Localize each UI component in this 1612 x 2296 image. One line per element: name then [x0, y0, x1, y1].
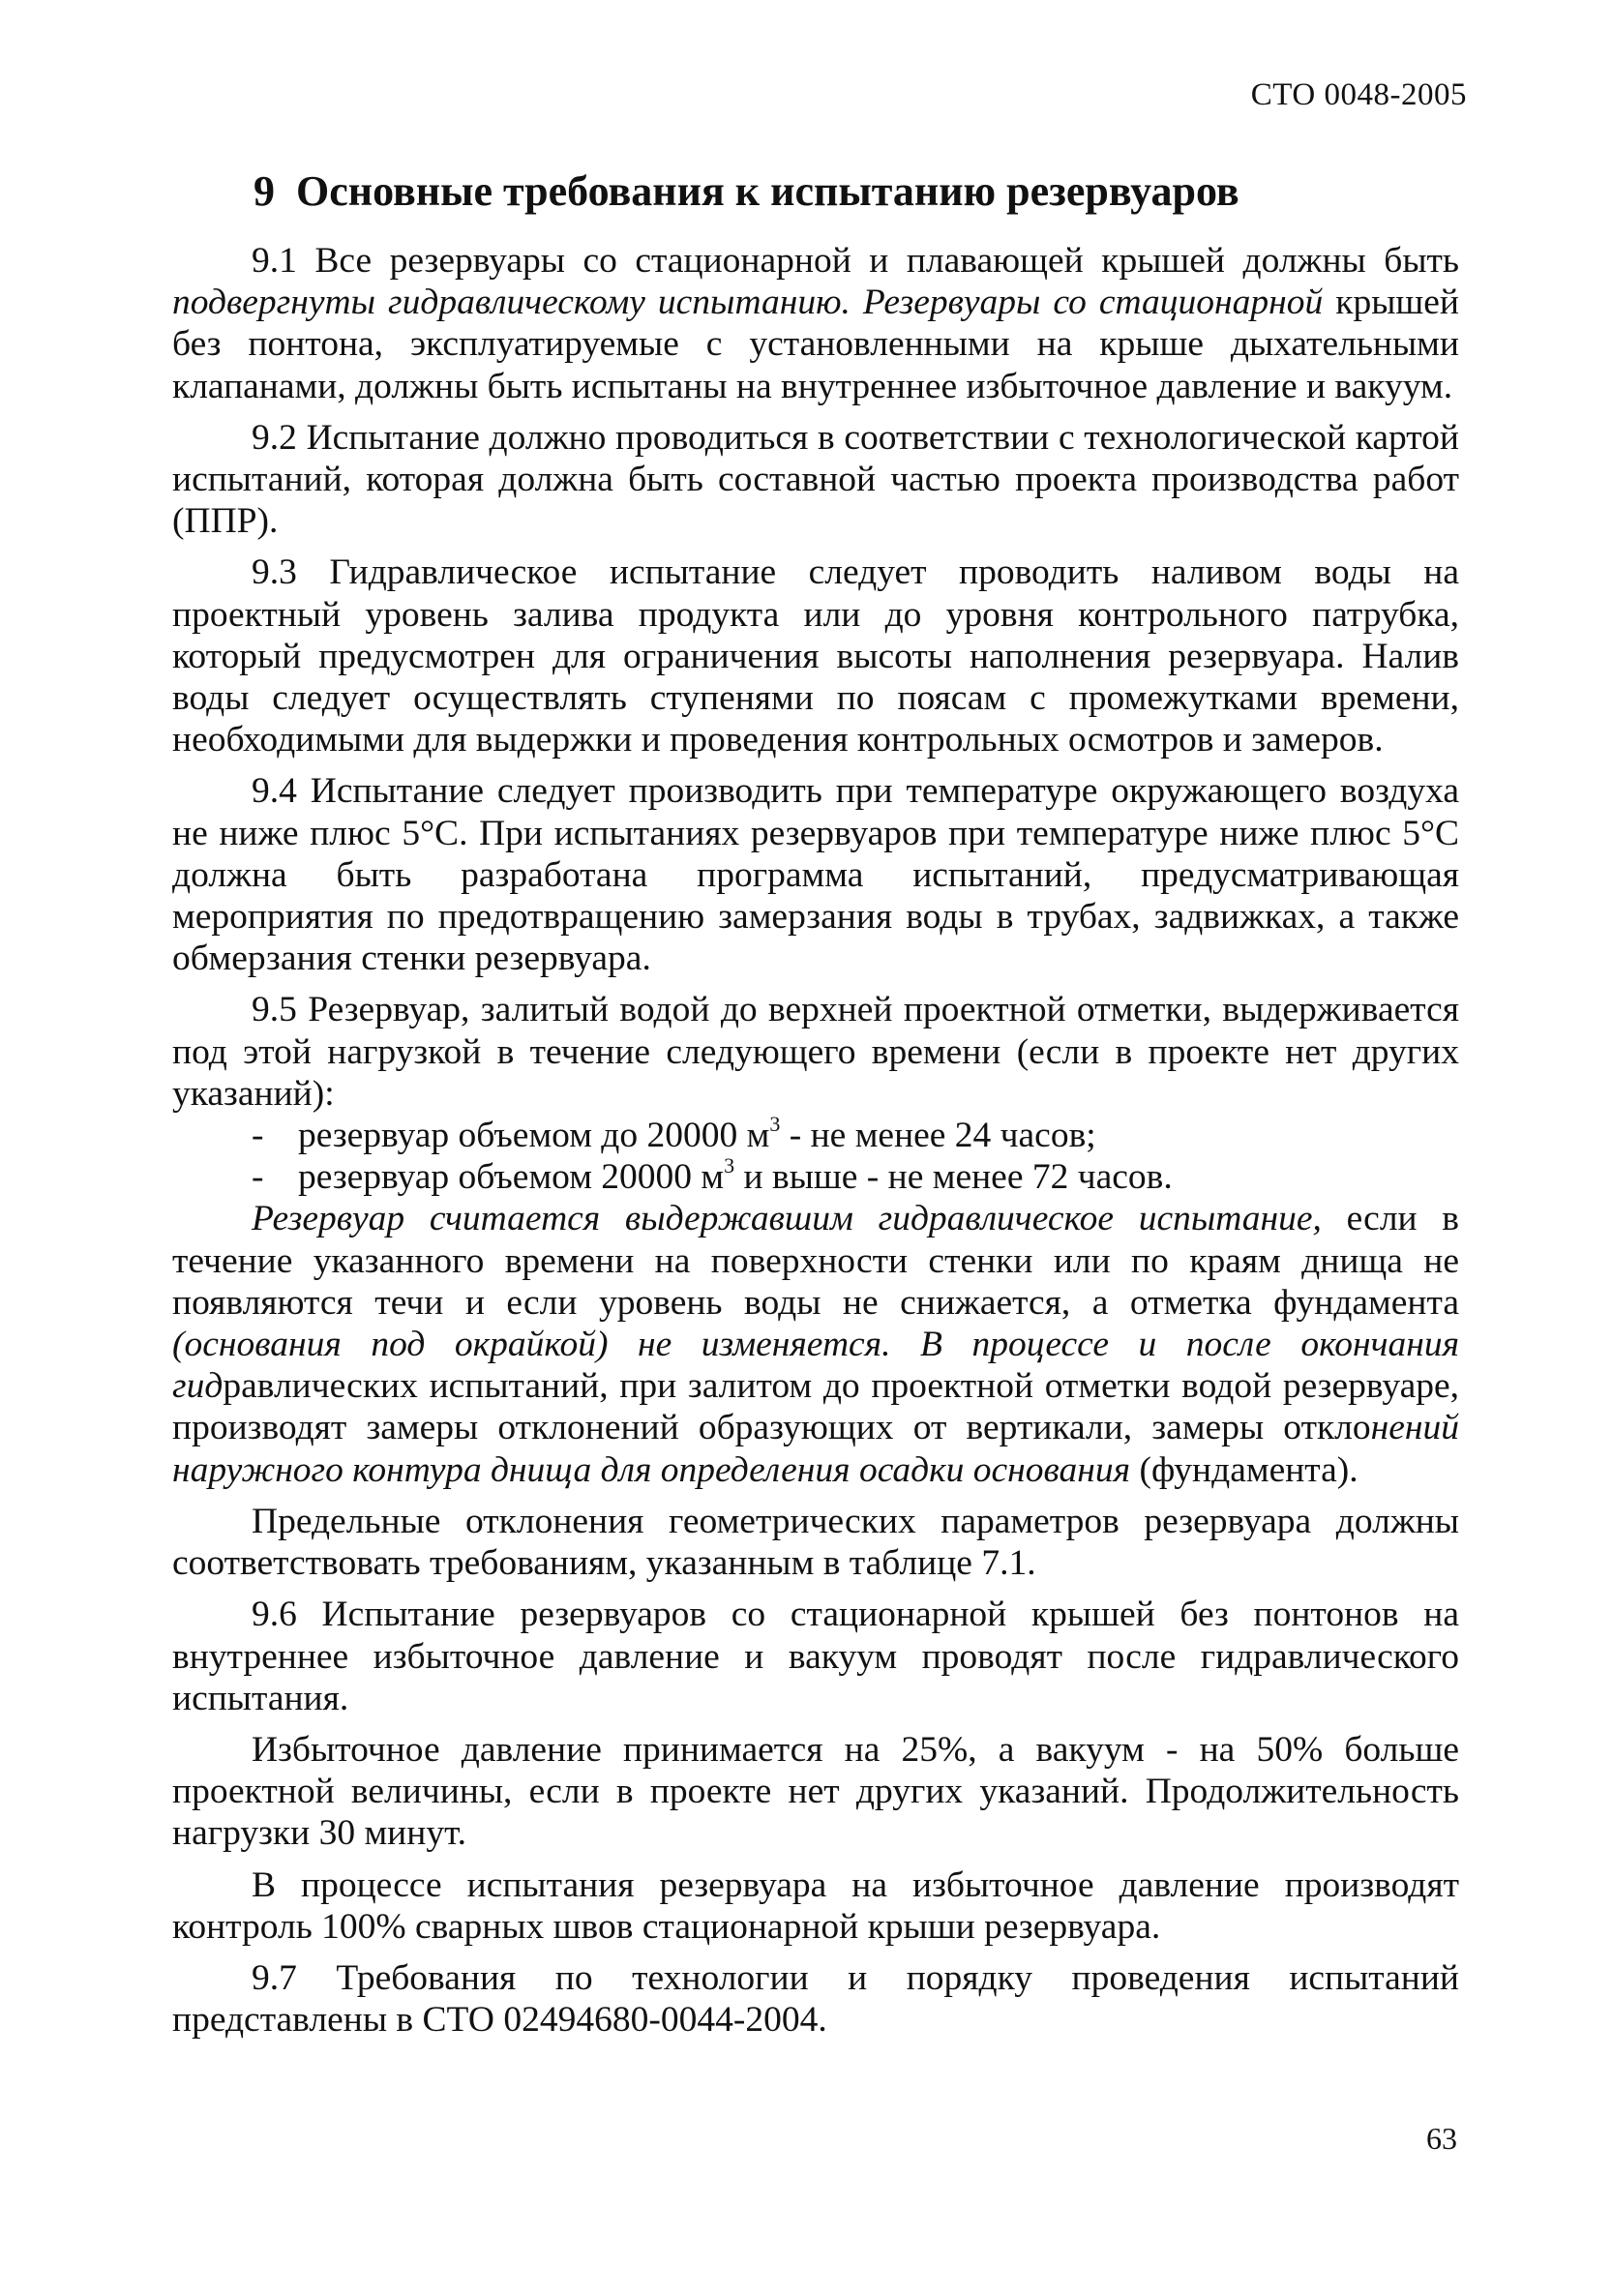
paragraph-9-1 — [172, 240, 1459, 407]
paragraph-control: В процессе испытания резервуара на избыточное давление производят контроль 100% сварных швов стационарной крыши резервуара. — [172, 1864, 1459, 1947]
section-number: 9 — [254, 167, 275, 215]
paragraph-test-pass-criteria — [172, 1198, 1459, 1490]
list-dash: - — [252, 1157, 264, 1198]
page-number: 63 — [1426, 2121, 1457, 2156]
pass-criteria-text-2: равлических испытаний, при залитом до проектной отметки водой резервуаре, производят замеры отклонений образующих от вертикали, замеры откло — [172, 1366, 1459, 1448]
document-code: СТО 0048-2005 — [1250, 77, 1467, 112]
pass-criteria-italic-2: (основания под окрайкой) не изменяется. В процессе и после окончания гид — [172, 1325, 1459, 1407]
list-item-text-end: и выше - не менее 72 часов. — [734, 1157, 1173, 1198]
pass-criteria-text-3: (фундамента). — [1130, 1449, 1358, 1490]
section-heading — [254, 166, 1459, 217]
list-item — [172, 1112, 1459, 1156]
paragraph-limits: Предельные отклонения геометрических параметров резервуара должны соответствовать требованиям, указанным в таблице 7.1. — [172, 1501, 1459, 1584]
list-item-text: резервуар объемом 20000 м — [298, 1157, 725, 1198]
paragraph-9-1-italic: подвергнуты гидравлическому испытанию. Резервуары со стационарной — [172, 283, 1324, 323]
pass-criteria-italic-3: нений наружного контура днища для определения осадки основания — [172, 1408, 1459, 1490]
list-item-text-end: - не менее 24 часов; — [780, 1116, 1096, 1156]
superscript: 3 — [769, 1112, 781, 1137]
pass-criteria-italic: Резервуар считается выдержавшим гидравлическое испытание, — [252, 1199, 1322, 1239]
list-item-text: резервуар объемом до 20000 м — [298, 1116, 770, 1156]
list-dash: - — [252, 1116, 264, 1156]
paragraph-9-5: 9.5 Резервуар, залитый водой до верхней проектной отметки, выдерживается под этой нагрузкой в течение следующего времени (если в проекте нет других указаний): — [172, 990, 1459, 1114]
paragraph-9-4: 9.4 Испытание следует производить при температуре окружающего воздуха не ниже плюс 5°С. При испытаниях резервуаров при температуре ниже плюс 5°С должна быть разработана программа испытаний, предусматривающая мероприятия по предотвращению замерзания воды в трубах, задвижках, а также обмерзания стенки резервуара. — [172, 771, 1459, 979]
paragraph-pressure: Избыточное давление принимается на 25%, а вакуум - на 50% больше проектной величины, если в проекте нет других указаний. Продолжительность нагрузки 30 минут. — [172, 1729, 1459, 1854]
paragraph-9-7: 9.7 Требования по технологии и порядку проведения испытаний представлены в СТО 02494680-0044-2004. — [172, 1957, 1459, 2041]
paragraph-9-2: 9.2 Испытание должно проводиться в соответствии с технологической картой испытаний, которая должна быть составной частью проекта производства работ (ППР). — [172, 417, 1459, 542]
paragraph-9-1-text-end: крышей без понтона, эксплуатируемые с установленными на крыше дыхательными клапанами, должны быть испытаны на внутреннее избыточное давление и вакуум. — [172, 283, 1459, 406]
superscript: 3 — [724, 1153, 735, 1178]
paragraph-9-1-text: 9.1 Все резервуары со стационарной и плавающей крышей должны быть — [252, 241, 1459, 281]
document-body — [172, 166, 1459, 2041]
list-item — [172, 1153, 1459, 1198]
pass-criteria-text: если в течение указанного времени на поверхности стенки или по краям днища не появляются течи и если уровень воды не снижается, а отметка фундамента — [172, 1199, 1460, 1323]
section-title: Основные требования к испытанию резервуаров — [296, 167, 1239, 215]
paragraph-9-3: 9.3 Гидравлическое испытание следует проводить наливом воды на проектный уровень залива продукта или до уровня контрольного патрубка, который предусмотрен для ограничения высоты наполнения резервуара. Налив воды следует осуществлять ступенями по поясам с промежутками времени, необходимыми для выдержки и проведения контрольных осмотров и замеров. — [172, 552, 1459, 760]
paragraph-9-6: 9.6 Испытание резервуаров со стационарной крышей без понтонов на внутреннее избыточное давление и вакуум проводят после гидравлического испытания. — [172, 1595, 1459, 1718]
